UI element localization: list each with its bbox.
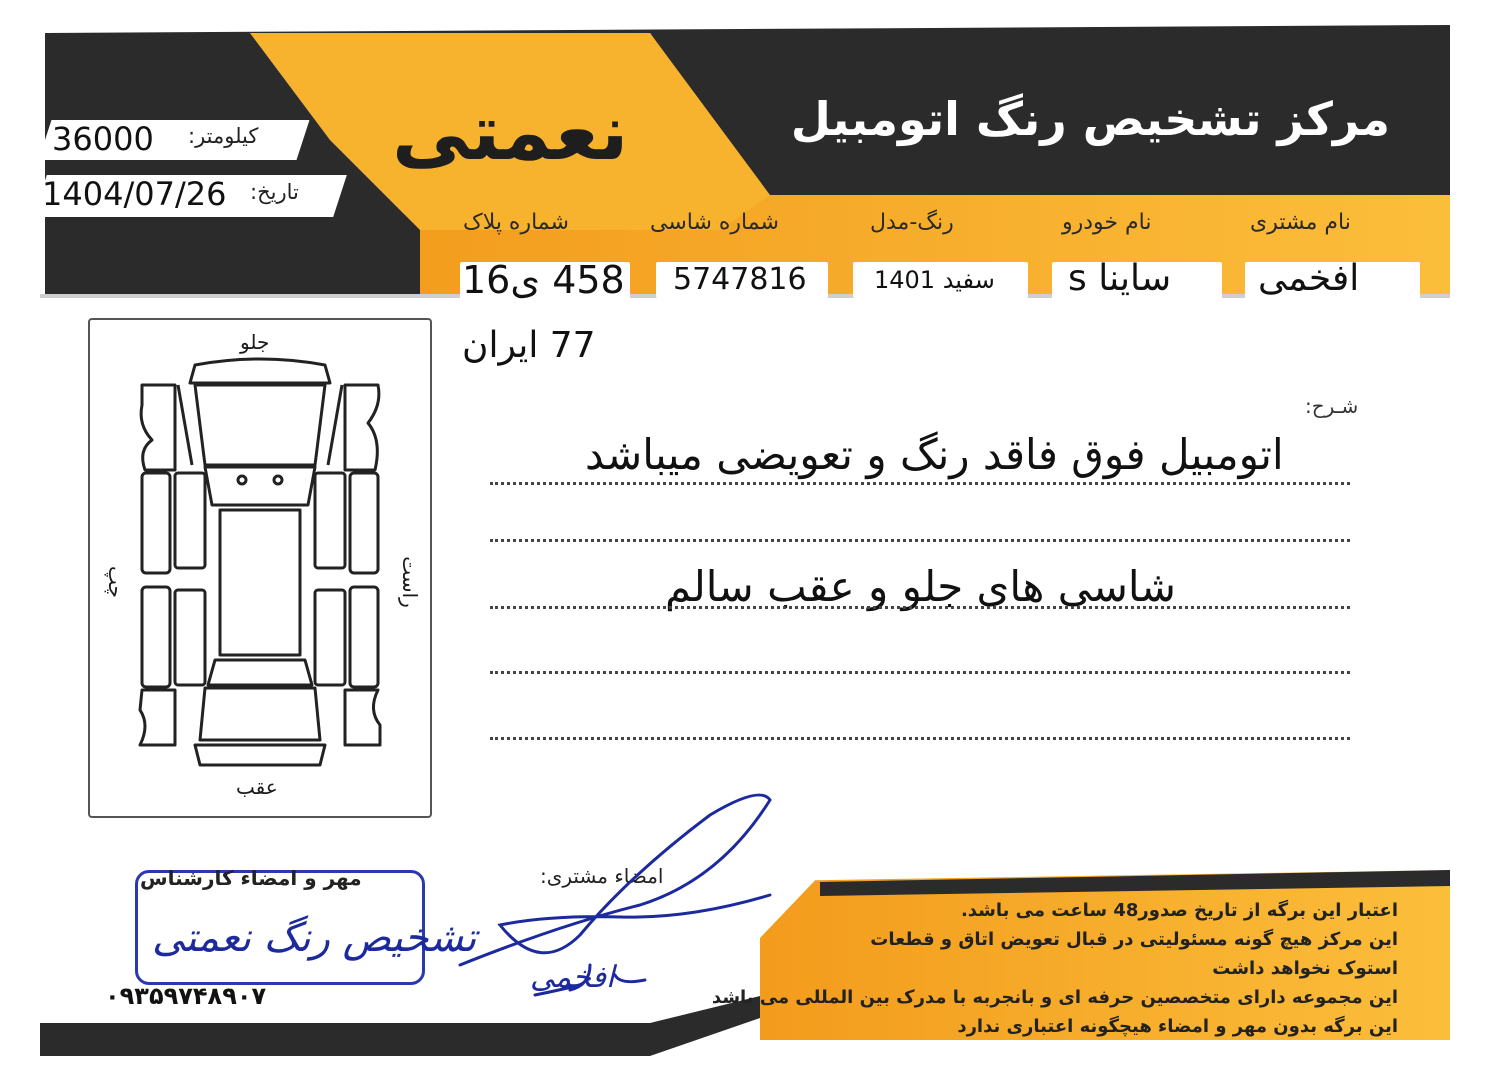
brand-name: نعمتی	[392, 88, 629, 178]
dotted-line-3	[490, 606, 1350, 609]
term-1: اعتبار این برگه از تاریخ صدور48 ساعت می باشد.	[960, 900, 1398, 921]
term-2: این مرکز هیچ گونه مسئولیتی در قبال تعویض اتاق و قطعات	[870, 929, 1398, 950]
expert-signature-label: مهر و امضاء کارشناس	[140, 866, 362, 890]
diagram-left-label: چپ	[104, 565, 129, 599]
dotted-line-4	[490, 671, 1350, 674]
plate-number-value: 458 ی16	[462, 258, 625, 302]
dotted-line-2	[490, 539, 1350, 542]
color-model-label: رنگ-مدل	[870, 210, 954, 235]
expert-phone: ۰۹۳۵۹۷۴۸۹۰۷	[105, 982, 267, 1010]
diagram-right-label: راست	[397, 556, 422, 608]
chassis-number-value: 5747816	[673, 262, 807, 297]
description-line-2: شاسی های جلو و عقب سالم	[665, 562, 1176, 611]
term-4: این مجموعه دارای متخصصین حرفه ای و بانجربه با مدرک بین المللی می باشد	[711, 987, 1398, 1008]
customer-signature-label: امضاء مشتری:	[540, 864, 664, 888]
stamp-text: تشخیص رنگ نعمتی	[152, 915, 477, 961]
description-line-1: اتومبیل فوق فاقد رنگ و تعویضی میباشد	[585, 430, 1284, 479]
customer-name-label: نام مشتری	[1250, 210, 1351, 235]
plate-number-value-line2: 77 ایران	[462, 325, 596, 366]
term-5: این برگه بدون مهر و امضاء هیچگونه اعتباری ندارد	[957, 1016, 1398, 1037]
center-title: مرکز تشخیص رنگ اتومبیل	[790, 92, 1390, 146]
customer-name-value: افخمی	[1258, 258, 1360, 299]
dotted-line-5	[490, 737, 1350, 740]
term-3: استوک نخواهد داشت	[1212, 958, 1398, 979]
date-label: تاریخ:	[250, 180, 299, 204]
vehicle-name-label: نام خودرو	[1062, 210, 1152, 235]
km-value: 36000	[52, 120, 154, 158]
color-model-value: سفید 1401	[874, 266, 995, 294]
chassis-number-label: شماره شاسی	[650, 210, 779, 235]
description-label: شـرح:	[1305, 394, 1359, 418]
customer-signature-text: افخمی	[530, 960, 615, 995]
diagram-front-label: جلو	[240, 330, 270, 354]
dotted-line-1	[490, 482, 1350, 485]
km-label: کیلومتر:	[188, 124, 259, 148]
car-outline-diagram	[130, 355, 390, 775]
plate-number-label: شماره پلاک	[463, 210, 569, 235]
vehicle-name-value: ساینا s	[1068, 258, 1172, 299]
terms-list	[711, 896, 1398, 1041]
diagram-rear-label: عقب	[236, 775, 278, 799]
date-value: 1404/07/26	[42, 175, 227, 213]
